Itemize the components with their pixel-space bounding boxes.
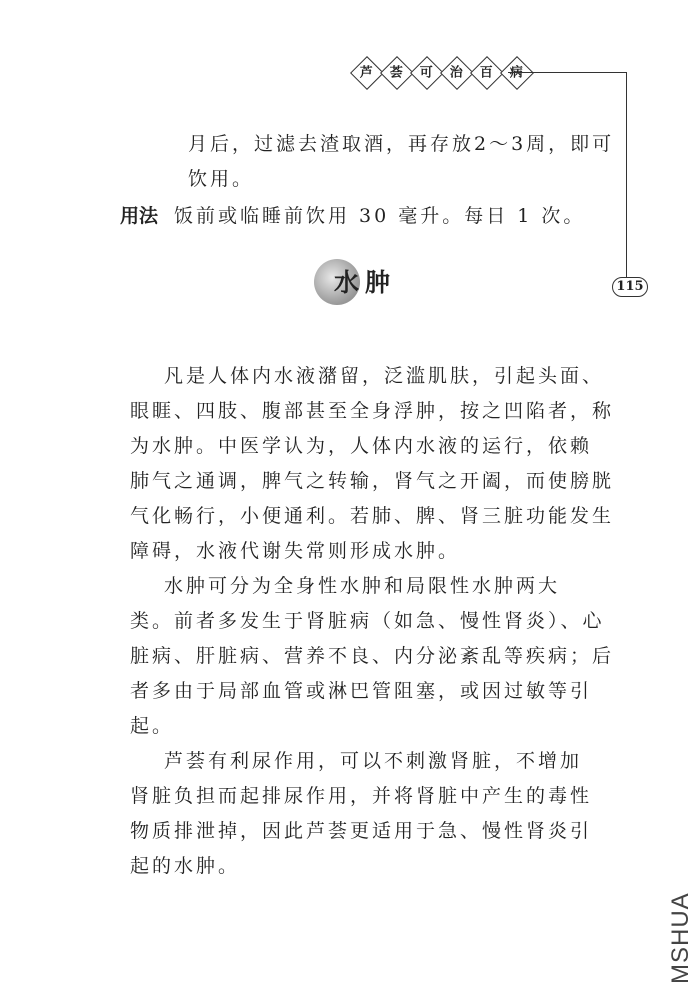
paragraph-line: 为水肿。中医学认为，人体内水液的运行，依赖 [130,435,593,457]
usage-label: 用法 [120,205,159,227]
usage-text: 饭前或临睡前饮用 30 毫升。每日 1 次。 [174,205,586,227]
paragraph-line: 起的水肿。 [130,855,241,877]
paragraph-line: 脏病、肝脏病、营养不良、内分泌紊乱等疾病；后 [130,645,615,667]
paragraph-line: 芦荟有利尿作用，可以不刺激肾脏，不增加 [164,750,583,772]
header-char-diamond: 芦 [350,56,384,90]
page-number: 115 [612,277,648,297]
section-title: 水肿 [334,268,397,297]
continuation-line: 月后，过滤去渣取酒，再存放2～3周，即可 [188,133,615,155]
header-char-diamond: 治 [440,56,474,90]
paragraph-line: 气化畅行，小便通利。若肺、脾、肾三脏功能发生 [130,505,615,527]
paragraph-line: 眼睚、四肢、腹部甚至全身浮肿，按之凹陷者，称 [130,400,615,422]
paragraph-line: 水肿可分为全身性水肿和局限性水肿两大 [164,575,561,597]
paragraph-line: 起。 [130,715,175,737]
header-rule [508,72,627,278]
paragraph-line: 肾脏负担而起排尿作用，并将肾脏中产生的毒性 [130,785,593,807]
side-watermark: MSHUA [667,892,694,984]
continuation-line: 饮用。 [188,168,255,190]
header-char-diamond: 病 [500,56,534,90]
paragraph-line: 者多由于局部血管或淋巴管阻塞，或因过敏等引 [130,680,593,702]
header-char-diamond: 可 [410,56,444,90]
paragraph-line: 肺气之通调，脾气之转输，肾气之开阖，而使膀胱 [130,470,615,492]
paragraph-line: 类。前者多发生于肾脏病（如急、慢性肾炎）、心 [130,610,605,632]
header-char-diamond: 荟 [380,56,414,90]
paragraph-line: 凡是人体内水液潴留，泛滥肌肤，引起头面、 [164,365,605,387]
paragraph-line: 障碍，水液代谢失常则形成水肿。 [130,540,461,562]
paragraph-line: 物质排泄掉，因此芦荟更适用于急、慢性肾炎引 [130,820,593,842]
header-char-diamond: 百 [470,56,504,90]
